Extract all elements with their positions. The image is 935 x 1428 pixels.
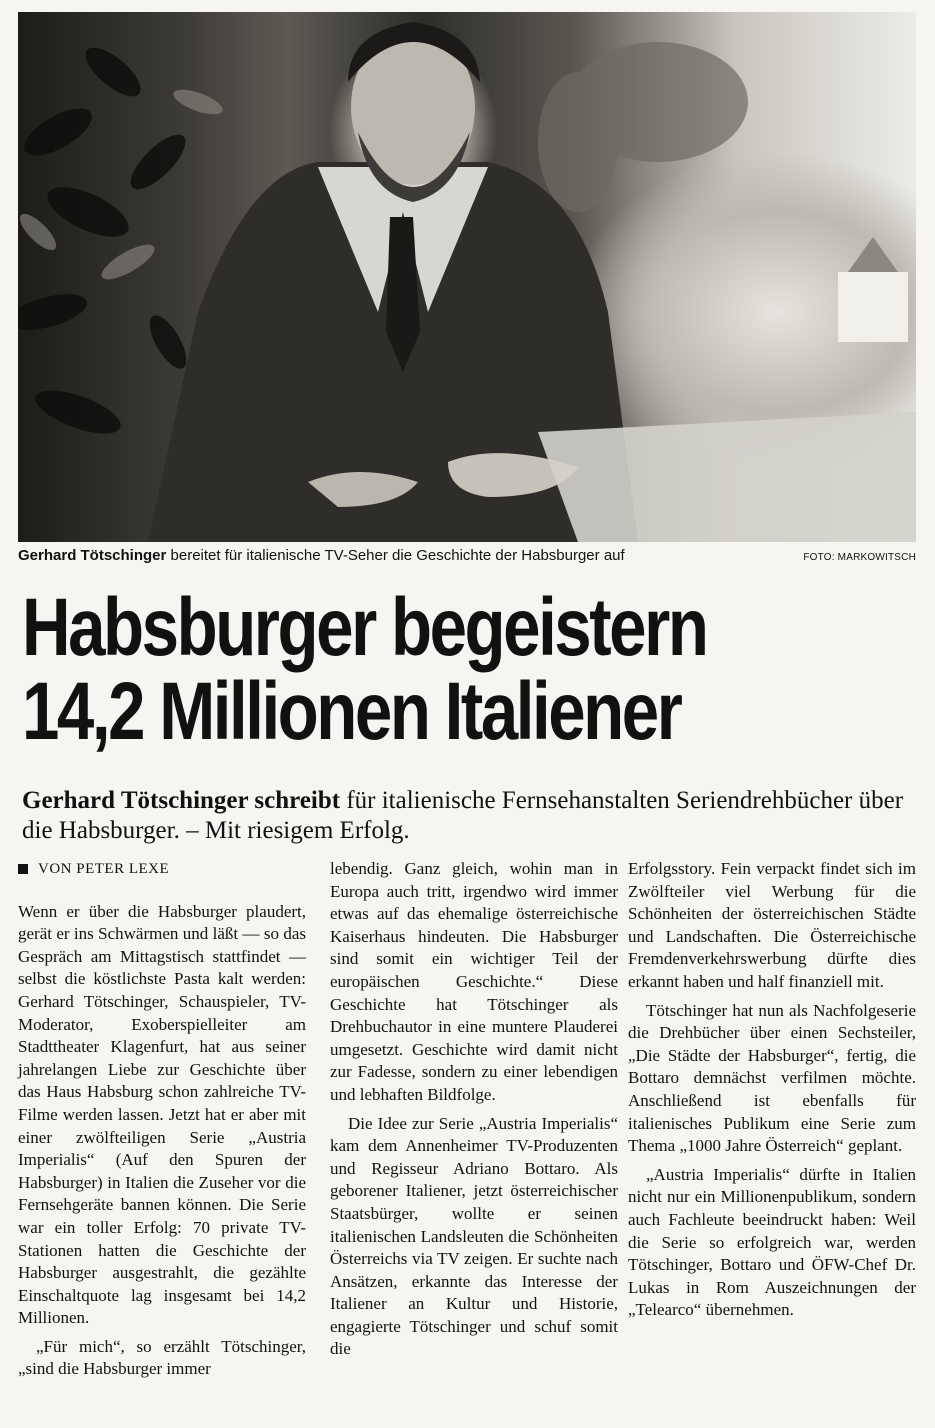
- caption-person-name: Gerhard Tötschinger: [18, 547, 167, 564]
- caption-text: bereitet für italienische TV-Seher die Geschichte der Habsburger auf: [166, 547, 625, 564]
- lead-text: für italienische Fernsehanstalten Seriendrehbücher über die Habsburger. – Mit riesigem Erfolg.: [22, 787, 904, 844]
- article-lead: [22, 786, 922, 846]
- paragraph: Die Idee zur Serie „Austria Imperialis“ kam dem Annenheimer TV-Produzenten und Regisseur Adriano Bottaro. Als geborener Italiener, jetzt österreichischer Staatsbürger, wollte er seinen italienischen Landsleuten die Schönheiten Österreichs via TV zeigen. Er suchte nach Ansätzen, erkannte das Interesse der Italiener an Kultur und Historie, engagierte Tötschinger und schuf somit die: [330, 1113, 618, 1359]
- article-column-2: [330, 858, 618, 1361]
- article-photo: [18, 12, 916, 542]
- paragraph: Tötschinger hat nun als Nachfolgeserie die Drehbücher über einen Sechsteiler, „Die Städte der Habsburger“, fertig, die Bottaro demnächst verfilmen möchte. Anschließend ist ebenfalls für italienisches Publikum eine Serie zum Thema „1000 Jahre Österreich“ geplant.: [628, 1000, 916, 1156]
- article-headline: [22, 582, 752, 757]
- paragraph: Erfolgsstory. Fein verpackt findet sich im Zwölfteiler viel Werbung für die Schönheiten der österreichischen Städte und Landschaften. Die Österreichische Fremdenverkehrswerbung dürfte dies erkannt haben und half finanziell mit.: [628, 859, 916, 991]
- byline: [18, 858, 306, 881]
- headline-line-2: 14,2 Millionen Italiener: [22, 666, 681, 757]
- paragraph: „Austria Imperialis“ dürfte in Italien nicht nur ein Millionenpublikum, sondern auch Fachleute beeindruckt haben: Weil die Serie so erfolgreich war, werden Tötschinger, Bottaro und ÖFW-Chef Dr. Lukas in Rom Auszeichnungen der „Telearco“ übernehmen.: [628, 1164, 916, 1320]
- paragraph: „Für mich“, so erzählt Tötschinger, „sind die Habsburger immer: [18, 1336, 306, 1379]
- paragraph: lebendig. Ganz gleich, wohin man in Europa auch tritt, irgendwo wird immer etwas auf das ehemalige österreichische Kaiserhaus hindeuten. Die Habsburger sind somit ein wichtiger Teil der europäischen Geschichte.“ Diese Geschichte hat Tötschinger als Drehbuchautor in eine muntere Plauderei umgesetzt. Geschichte wird damit nicht zur Fadesse, sondern zu einer lebendigen und lebhaften Bildfolge.: [330, 859, 618, 1104]
- article-column-3: [628, 858, 916, 1322]
- byline-text: VON PETER LEXE: [38, 861, 170, 877]
- headline-line-1: Habsburger begeistern: [22, 582, 707, 673]
- paragraph: Wenn er über die Habsburger plaudert, gerät er ins Schwärmen und läßt — so das Gespräch am Mittagstisch stattfindet — selbst die köstlichste Pasta kalt werden: Gerhard Tötschinger, Schauspieler, TV-Moderator, Exoberspielleiter am Stadttheater Klagenfurt, hat aus seiner jahrelangen Liebe zur Geschichte über das Haus Habsburg schon zahlreiche TV-Filme werden lassen. Jetzt hat er aber mit einer zwölfteiligen Serie „Austria Imperialis“ (Auf den Spuren der Habsburger) in Italien die Zuseher vor die Fernsehgeräte bannen können. Die Serie war ein toller Erfolg: 70 private TV-Stationen hatten die Geschichte der Habsburger ausgestrahlt, die gezählte Einschaltquote lag insgesamt bei 14,2 Millionen.: [18, 901, 306, 1328]
- photo-illustration: [18, 12, 916, 542]
- lead-bold: Gerhard Tötschinger schreibt: [22, 787, 341, 814]
- bullet-square-icon: [18, 864, 28, 874]
- photo-caption: [18, 545, 916, 567]
- photo-credit: FOTO: MARKOWITSCH: [803, 552, 916, 563]
- article-column-1: [18, 858, 306, 1381]
